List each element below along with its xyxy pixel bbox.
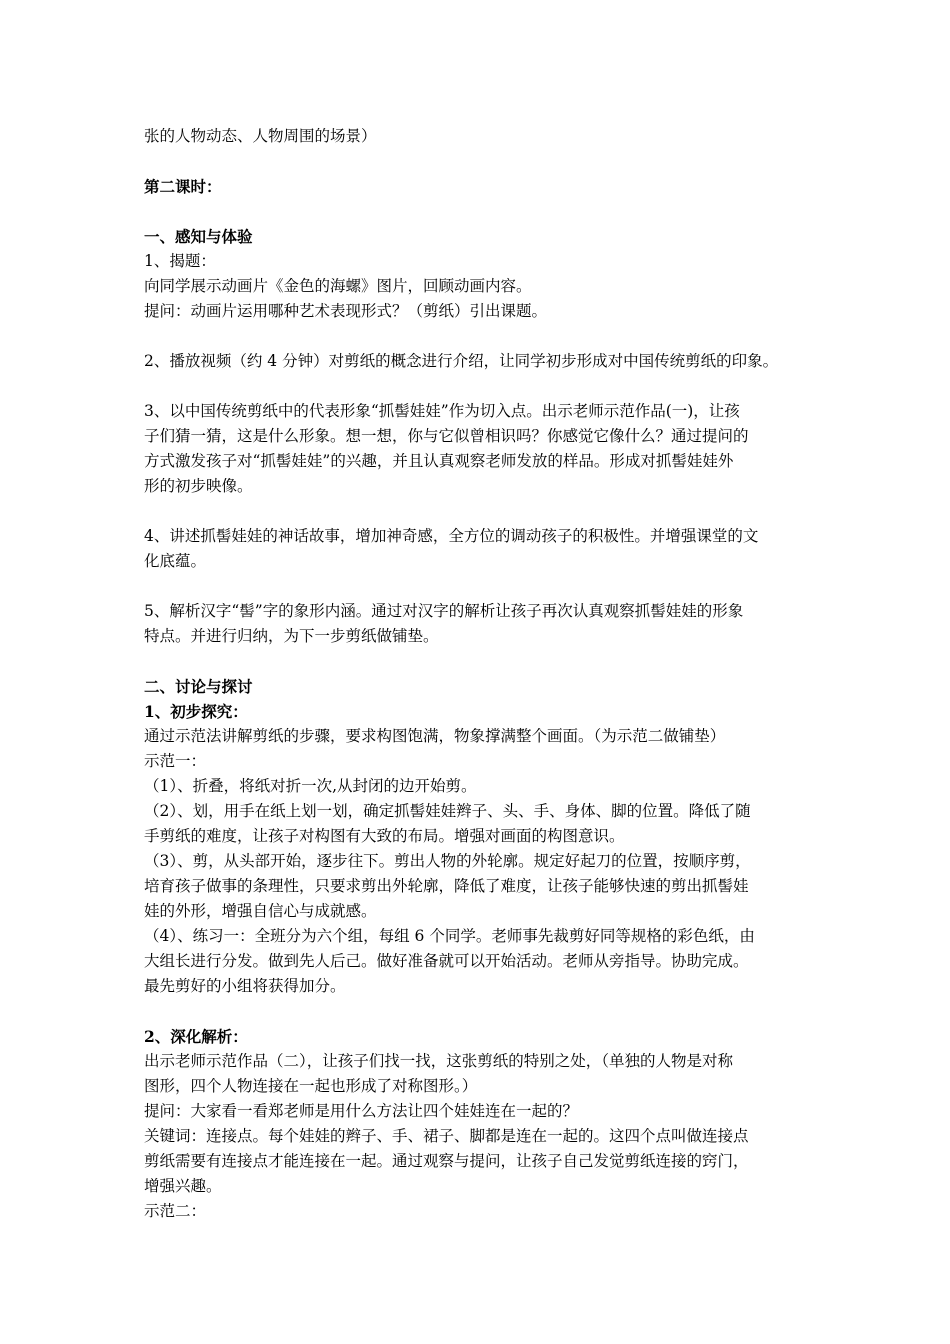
blank-line [144,499,824,524]
text-line: 示范二： [144,1202,207,1220]
text-line: 特点。并进行归纳，为下一步剪纸做铺垫。 [144,627,439,645]
text-line: 提问：大家看一看郑老师是用什么方法让四个娃娃连在一起的？ [144,1102,579,1120]
text-line: （4）、练习一：全班分为六个组，每组 6 个同学。老师事先裁剪好同等规格的彩色纸，由 [144,927,755,945]
blank-line [144,374,824,399]
text-line: 提问：动画片运用哪种艺术表现形式？（剪纸）引出课题。 [144,302,548,320]
text-line: （1）、折叠，将纸对折一次,从封闭的边开始剪。 [144,777,477,795]
text-line: 形的初步映像。 [144,477,253,495]
text-line: 1、揭题： [144,252,216,270]
text-line: 手剪纸的难度，让孩子对构图有大致的布局。增强对画面的构图意识。 [144,827,625,845]
section-heading: 1、初步探究： [144,702,248,721]
text-line: 增强兴趣。 [144,1177,222,1195]
text-line: 大组长进行分发。做到先人后己。做好准备就可以开始活动。老师从旁指导。协助完成。 [144,952,749,970]
text-line: 3、以中国传统剪纸中的代表形象“抓髻娃娃”作为切入点。出示老师示范作品(一)，让孩 [144,402,740,420]
text-line: 子们猜一猜，这是什么形象。想一想，你与它似曾相识吗？你感觉它像什么？通过提问的 [144,427,749,445]
section-heading: 二、讨论与探讨 [144,677,253,696]
text-line: （3）、剪，从头部开始，逐步往下。剪出人物的外轮廓。规定好起刀的位置，按顺序剪， [144,852,751,870]
text-line: （2）、划，用手在纸上划一划，确定抓髻娃娃辫子、头、手、身体、脚的位置。降低了随 [144,802,751,820]
blank-line [144,999,824,1024]
text-line: 剪纸需要有连接点才能连接在一起。通过观察与提问，让孩子自己发觉剪纸连接的窍门， [144,1152,749,1170]
blank-line [144,149,824,174]
text-line: 出示老师示范作品（二），让孩子们找一找，这张剪纸的特别之处，（单独的人物是对称 [144,1052,734,1070]
text-line: 向同学展示动画片《金色的海螺》图片，回顾动画内容。 [144,277,532,295]
blank-line [144,649,824,674]
text-line: 最先剪好的小组将获得加分。 [144,977,346,995]
text-line: 关键词：连接点。每个娃娃的辫子、手、裙子、脚都是连在一起的。这四个点叫做连接点 [144,1127,749,1145]
text-line: 4、讲述抓髻娃娃的神话故事，增加神奇感，全方位的调动孩子的积极性。并增强课堂的文 [144,527,759,545]
text-line: 通过示范法讲解剪纸的步骤，要求构图饱满，物象撑满整个画面。（为示范二做铺垫） [144,727,726,745]
text-line: 2、播放视频（约 4 分钟）对剪纸的概念进行介绍，让同学初步形成对中国传统剪纸的印象。 [144,352,779,370]
blank-line [144,324,824,349]
text-line: 化底蕴。 [144,552,207,570]
document-page [144,124,824,1224]
section-heading: 2、深化解析： [144,1027,248,1046]
text-line: 图形，四个人物连接在一起也形成了对称图形。） [144,1077,478,1095]
text-line: 5、解析汉字“髻”字的象形内涵。通过对汉字的解析让孩子再次认真观察抓髻娃娃的形象 [144,602,744,620]
text-line: 培育孩子做事的条理性，只要求剪出外轮廓，降低了难度，让孩子能够快速的剪出抓髻娃 [144,877,749,895]
blank-line [144,199,824,224]
section-heading: 一、感知与体验 [144,227,253,246]
text-line: 示范一： [144,752,207,770]
text-line: 娃的外形，增强自信心与成就感。 [144,902,377,920]
blank-line [144,574,824,599]
section-heading: 第二课时： [144,177,222,196]
text-line: 方式激发孩子对“抓髻娃娃”的兴趣，并且认真观察老师发放的样品。形成对抓髻娃娃外 [144,452,734,470]
text-line: 张的人物动态、人物周围的场景） [144,127,377,145]
